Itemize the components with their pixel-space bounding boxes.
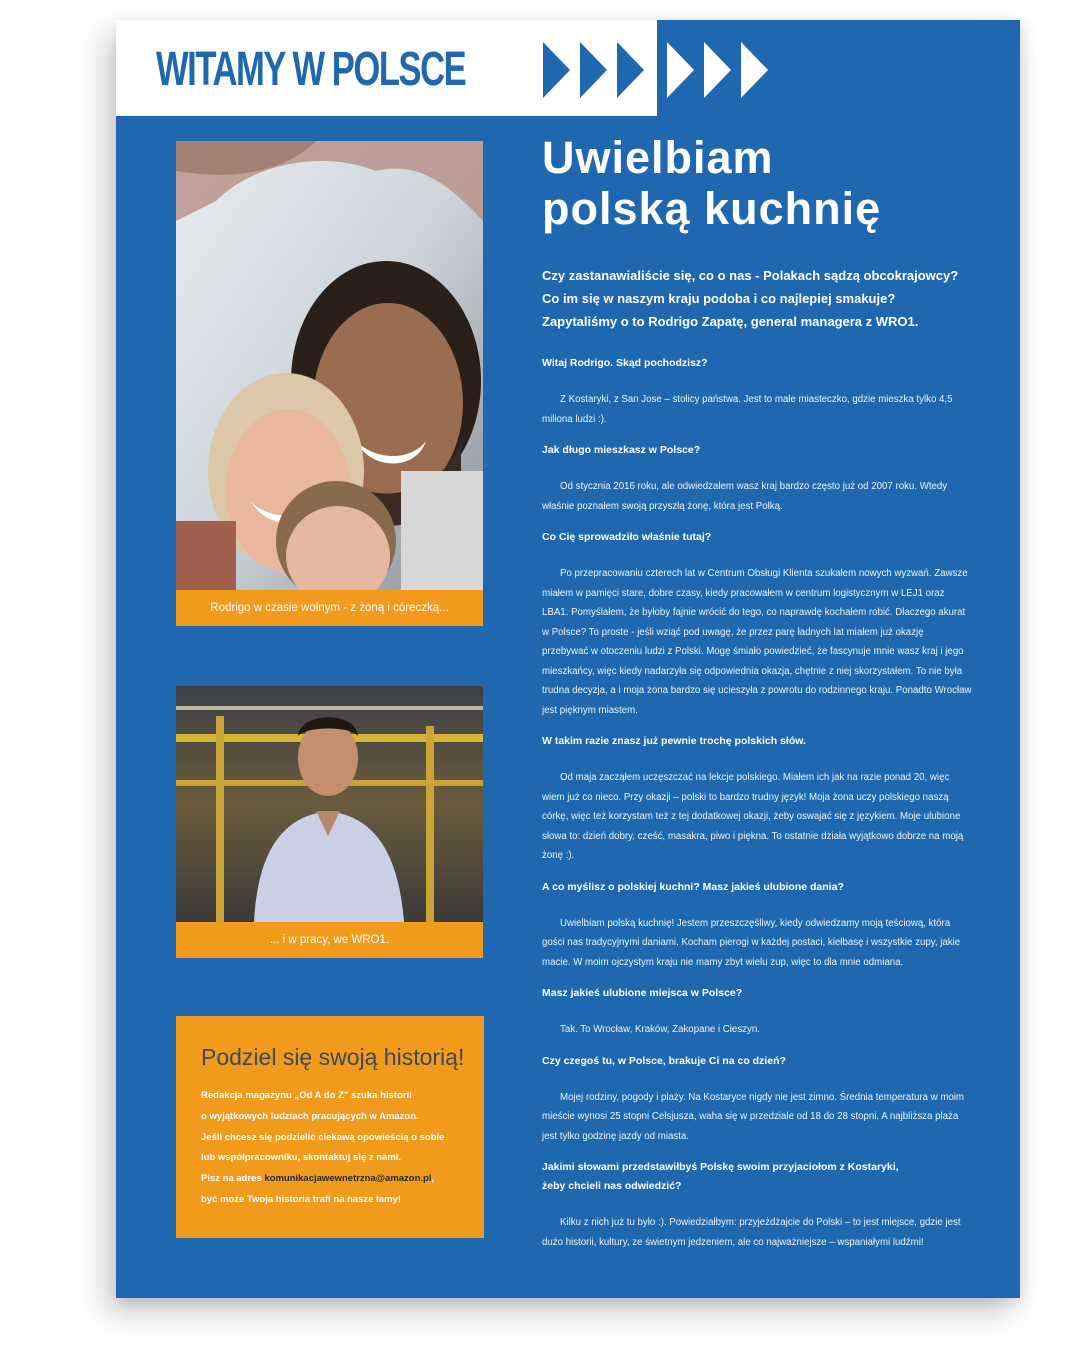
share-story-title: Podziel się swoją historią!	[201, 1044, 465, 1070]
family-photo-caption: Rodrigo w czasie wolnym - z żoną i córeczką...	[176, 590, 483, 626]
share-story-line: Redakcja magazynu „Od A do Z" szuka historii	[201, 1090, 412, 1101]
interview-question: A co myślisz o polskiej kuchni? Masz jakieś ulubione dania?	[542, 880, 844, 893]
interview-answer: Uwielbiam polską kuchnię! Jestem przeszczęśliwy, kiedy odwiedzamy moją teściową, która gości nas tradycyjnymi daniami. Kocham pierogi w każdej postaci, kiełbasę i wszystkie zupy, jakie macie. W moim ojczystym kraju nie mamy zbyt wielu zup, więc to dla mnie odmiana.	[542, 917, 961, 968]
interview-answer: Mojej rodziny, pogody i plaży. Na Kostaryce nigdy nie jest zimno. Średnia temperatura w moim mieście wynosi 25 stopni Celsjusza, waha się w przedziale od 18 do 28 stopni. A najbliższa plaża jest tylko godzinę jazdy od miasta.	[542, 1091, 965, 1142]
email-link[interactable]: komunikacjawewnetrzna@amazon.pl	[264, 1173, 432, 1185]
article-intro	[542, 264, 982, 333]
family-photo-image	[176, 141, 483, 590]
interview-answer: Po przepracowaniu czterech lat w Centrum Obsługi Klienta szukałem nowych wyzwań. Zawsze miałem w pamięci stare, dobre czasy, kiedy pracowałem w centrum logistycznym w LEJ1 oraz LBA1. Pomyślałem, że byłoby fajnie wrócić do tego, co naprawdę kochałem robić. Dlaczego akurat w Polsce? To proste - jeśli wziąć pod uwagę, że przez parę ładnych lat miałem już okazję przebywać w otoczeniu ludzi z Polski. Mogę śmiało powiedzieć, że fascynuje mnie wasz kraj i jego mieszkańcy, więc kiedy nadarzyła się odpowiednia okazja, chętnie z niej skorzystałem. To nie była trudna decyzja, a i moja żona bardzo się ucieszyła z powrotu do rodzinnego kraju. Ponadto Wrocław jest pięknym miastem.	[542, 568, 972, 716]
interview-body	[542, 354, 972, 1264]
share-story-prefix: Pisz na adres	[201, 1173, 262, 1185]
arrow-icon	[741, 42, 768, 98]
share-story-suffix: ,	[431, 1173, 435, 1185]
interview-question: Jakimi słowami przedstawiłbyś Polskę swoim przyjaciołom z Kostaryki, żeby chcieli nas odwiedzić?	[542, 1161, 899, 1192]
article-title	[542, 132, 881, 234]
interview-question: Masz jakieś ulubione miejsca w Polsce?	[542, 987, 743, 999]
work-photo-caption: ... i w pracy, we WRO1.	[176, 922, 483, 958]
article-title-line: Uwielbiam	[542, 132, 774, 183]
interview-question: Jak długo mieszkasz w Polsce?	[542, 444, 701, 456]
interview-answer: Od maja zacząłem uczęszczać na lekcje polskiego. Miałem ich jak na razie ponad 20, więc wiem już co nieco. Przy okazji – polski to bardzo trudny język! Moja żona uczy polskiego naszą córkę, więc też korzystam też z tej dodatkowej okazji, żeby oswajać się z językiem. Moje ulubione słowa to: dzień dobry, cześć, masakra, piwo i piękna. To ostatnie działa wyjątkowo dobrze na moją żonę :).	[542, 772, 964, 861]
chevron-arrows-icon	[543, 42, 773, 98]
arrow-icon	[580, 42, 607, 98]
share-story-text	[201, 1086, 471, 1211]
arrow-icon	[617, 42, 644, 98]
family-photo	[176, 141, 483, 590]
interview-answer: Kilku z nich już tu było :). Powiedziałbym: przyjeżdżajcie do Polski – to jest miejsce, gdzie jest dużo historii, kultury, ze świetnym jedzeniem, ale co najważniejsze – wspaniałymi ludźmi!	[542, 1217, 961, 1248]
interview-question: Co Cię sprowadziło właśnie tutaj?	[542, 531, 712, 543]
article-intro-line: Zapytaliśmy o to Rodrigo Zapatę, general managera z WRO1.	[542, 314, 919, 329]
share-story-box	[176, 1016, 484, 1238]
interview-question: W takim razie znasz już pewnie trochę polskich słów.	[542, 735, 806, 747]
interview-answer: Z Kostaryki, z San Jose – stolicy państwa. Jest to małe miasteczko, gdzie mieszka tylko 4,5 miliona ludzi :).	[542, 394, 953, 425]
article-title-line: polską kuchnię	[542, 183, 882, 234]
arrow-icon	[543, 42, 570, 98]
interview-answer: Tak. To Wrocław, Kraków, Zakopane i Cieszyn.	[560, 1024, 760, 1035]
work-photo-image	[176, 686, 483, 922]
share-story-line	[201, 1169, 471, 1190]
share-story-line: o wyjątkowych ludziach pracujących w Amazon.	[201, 1110, 419, 1122]
article-intro-line: Czy zastanawialiście się, co o nas - Polakach sądzą obcokrajowcy?	[542, 268, 959, 283]
interview-question: Witaj Rodrigo. Skąd pochodzisz?	[542, 357, 708, 369]
header-title: WITAMY W POLSCE	[156, 43, 466, 96]
article-intro-line: Co im się w naszym kraju podoba i co najlepiej smakuje?	[542, 291, 896, 306]
work-photo	[176, 686, 483, 922]
interview-answer: Od stycznia 2016 roku, ale odwiedzałem wasz kraj bardzo często już od 2007 roku. Wtedy właśnie poznałem swoją przyszłą żonę, która jest Polką.	[542, 481, 948, 512]
share-story-line: Jeśli chcesz się podzielić ciekawą opowieścią o sobie	[201, 1131, 445, 1143]
arrow-icon	[704, 42, 731, 98]
interview-question: Czy czegoś tu, w Polsce, brakuje Ci na co dzień?	[542, 1054, 786, 1067]
magazine-page	[116, 20, 1020, 1298]
arrow-icon	[667, 42, 694, 98]
share-story-line: lub współpracowniku, skontaktuj się z nami.	[201, 1152, 402, 1164]
share-story-line: być może Twoja historia trafi na nasze łamy!	[201, 1193, 401, 1205]
